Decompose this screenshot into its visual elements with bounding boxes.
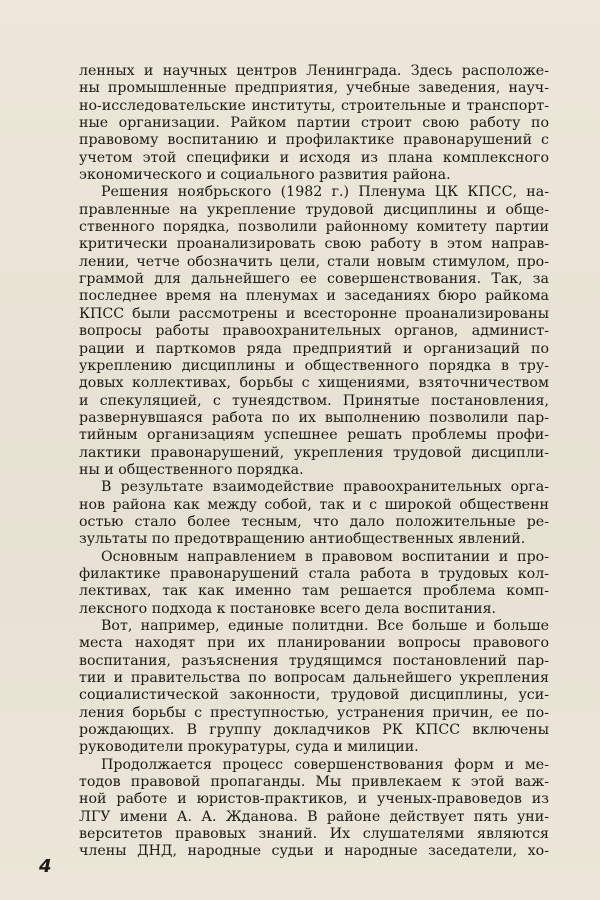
text-line: лексного подхода к постановке всего дела воспитания.	[79, 600, 497, 617]
paragraph	[79, 618, 549, 757]
paragraph	[79, 184, 549, 479]
text-line: критически проанализировать свою работу в этом направ-	[79, 236, 549, 253]
text-line: ны промышленные предприятия, учебные заведения, науч-	[79, 80, 549, 97]
text-line: тии и правительства по вопросам дальнейшего укрепления	[79, 670, 549, 687]
text-line: граммой для дальнейшего ее совершенствования. Так, за	[79, 271, 549, 288]
text-line: Вот, например, единые политдни. Все больше и больше	[101, 618, 549, 634]
text-line: развернувшаяся работа по их выполнению позволили пар-	[79, 409, 549, 426]
text-line: воспитания, разъяснения трудящимся постановлений пар-	[79, 652, 549, 669]
text-line: последнее время на пленумах и заседаниях бюро райкома	[79, 288, 549, 305]
text-line: ственного порядка, позволили районному комитету партии	[79, 219, 549, 236]
text-line: Продолжается процесс совершенствования форм и ме-	[101, 756, 549, 773]
text-line: вопросы работы правоохранительных органов, админист-	[79, 323, 549, 340]
text-line: зультаты по предотвращению антиобщественных явлений.	[79, 531, 526, 548]
paragraph	[79, 63, 549, 184]
text-line: Основным направлением в правовом воспитании и про-	[101, 548, 549, 565]
text-line: В результате взаимодействие правоохранительных орга-	[101, 479, 549, 496]
text-line: рации и парткомов ряда предприятий и организаций по	[79, 340, 549, 357]
body-text	[79, 63, 549, 861]
text-line: места находят при их планировании вопросы правового	[79, 635, 549, 652]
paragraph	[79, 549, 549, 618]
text-line: филактике правонарушений стала работа в трудовых кол-	[79, 565, 549, 582]
text-line: правовому воспитанию и профилактике правонарушений с	[79, 132, 549, 149]
text-line: тийным организациям успешнее решать проблемы профи-	[79, 427, 549, 444]
text-line: остью стало более тесным, что дало положительные ре-	[79, 513, 549, 530]
text-line: правленные на укрепление трудовой дисциплины и обще-	[79, 201, 549, 218]
text-line: тодов правовой пропаганды. Мы привлекаем к этой важ-	[79, 774, 549, 791]
text-line: ЛГУ имени А. А. Жданова. В районе действует пять уни-	[79, 808, 549, 825]
text-line: укреплению дисциплины и общественного порядка в тру-	[79, 357, 549, 374]
text-line: и спекуляцией, с тунеядством. Принятые постановления,	[79, 392, 549, 409]
text-line: лективах, так как именно там решается проблема комп-	[79, 583, 549, 600]
text-line: довых коллективах, борьбы с хищениями, взяточничеством	[79, 375, 549, 392]
text-line: КПСС были рассмотрены и всесторонне проанализированы	[79, 305, 549, 322]
text-line: нов района как между собой, так и с широкой общественн	[79, 496, 549, 513]
text-line: учетом этой специфики и исходя из плана комплексного	[79, 149, 549, 166]
paragraph	[79, 757, 549, 861]
text-line: руководители прокуратуры, суда и милиции.	[79, 739, 419, 756]
text-line: ные организации. Райком партии строит свою работу по	[79, 115, 549, 132]
paragraph	[79, 479, 549, 548]
text-line: ления борьбы с преступностью, устранения причин, ее по-	[79, 704, 549, 721]
text-line: экономического и социального развития района.	[79, 167, 451, 184]
text-line: социалистической законности, трудовой дисциплины, уси-	[79, 687, 549, 704]
text-line: но-исследовательские институты, строительные и транспорт-	[79, 97, 549, 114]
text-line: лактики правонарушений, укрепления трудовой дисципли-	[79, 444, 549, 461]
text-line: члены ДНД, народные судьи и народные заседатели, хо-	[79, 843, 549, 860]
text-line: лении, четче обозначить цели, стали новым стимулом, про-	[79, 253, 549, 270]
page-number: 4	[39, 856, 52, 877]
text-line: верситетов правовых знаний. Их слушателями являются	[79, 826, 549, 843]
text-line: ной работе и юристов-практиков, и ученых-правоведов из	[79, 791, 549, 808]
text-line: Решения ноябрьского (1982 г.) Пленума ЦК КПСС, на-	[101, 184, 549, 201]
text-line: ны и общественного порядка.	[79, 461, 304, 478]
text-line: рождающих. В группу докладчиков РК КПСС включены	[79, 722, 549, 739]
text-line: ленных и научных центров Ленинграда. Здесь расположе-	[79, 63, 549, 79]
